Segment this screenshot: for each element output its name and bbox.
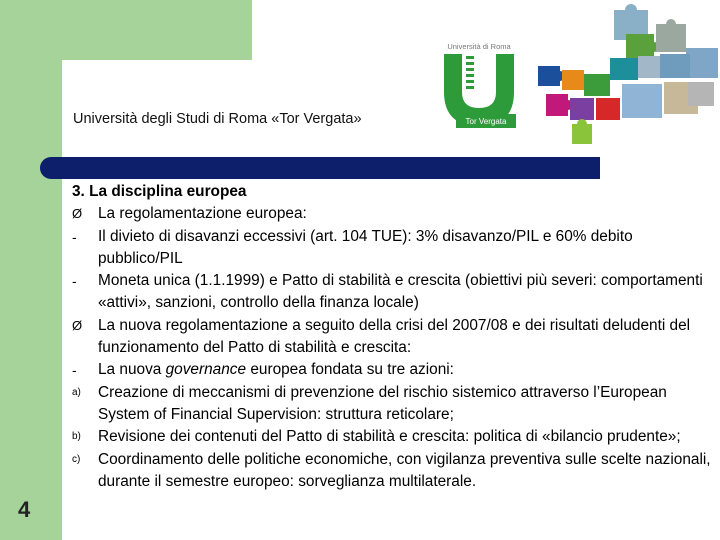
list-item-text: Moneta unica (1.1.1999) e Patto di stabilità e crescita (obiettivi più severi: comportamenti «attivi», sanzioni, controllo della finanza locale) bbox=[98, 272, 703, 312]
puzzle-piece-orange bbox=[562, 70, 584, 90]
list-item-text-start: La nuova bbox=[98, 361, 166, 379]
list-item-text: La regolamentazione europea: bbox=[98, 205, 307, 223]
list-item-text: Il divieto di disavanzi eccessivi (art. 104 TUE): 3% disavanzo/PIL e 60% debito pubblico/PIL bbox=[98, 227, 633, 267]
puzzle-piece-blue bbox=[538, 66, 565, 86]
puzzle-piece-red bbox=[596, 98, 620, 120]
puzzle-piece-photo-5 bbox=[660, 54, 690, 78]
dash-bullet: - bbox=[72, 273, 77, 290]
puzzle-piece-purple bbox=[570, 98, 594, 120]
puzzle-piece-gray bbox=[688, 82, 714, 106]
puzzle-piece-photo-4 bbox=[638, 56, 662, 78]
logo-bottom-text: Tor Vergata bbox=[465, 117, 507, 126]
slide-content bbox=[72, 181, 712, 493]
puzzle-piece-lime bbox=[572, 119, 592, 144]
left-green-band bbox=[0, 0, 62, 540]
puzzle-piece-photo-2 bbox=[656, 19, 686, 52]
puzzle-piece-teal bbox=[610, 58, 638, 80]
letter-marker: b) bbox=[72, 431, 81, 443]
list-item-text-end: europea fondata su tre azioni: bbox=[246, 361, 454, 379]
letter-marker: a) bbox=[72, 386, 81, 398]
list-item bbox=[72, 270, 712, 315]
dash-bullet: - bbox=[72, 362, 77, 379]
section-heading: 3. La disciplina europea bbox=[72, 183, 247, 200]
list-item bbox=[72, 426, 712, 448]
puzzle-piece-photo-6 bbox=[622, 84, 662, 118]
list-item bbox=[72, 359, 712, 381]
list-item-text: Revisione dei contenuti del Patto di stabilità e crescita: politica di «bilancio prudente»; bbox=[98, 428, 681, 446]
puzzle-pieces-graphic bbox=[510, 0, 720, 150]
page-number: 4 bbox=[18, 497, 31, 522]
list-item bbox=[72, 382, 712, 427]
university-title: Università degli Studi di Roma «Tor Vergata» bbox=[73, 111, 362, 127]
list-item-text: Coordinamento delle politiche economiche, con vigilanza preventiva sulle scelte nazionali, durante il semestre europeo: sorveglianza multilaterale. bbox=[98, 450, 711, 490]
list-item bbox=[72, 449, 712, 494]
dash-bullet: - bbox=[72, 228, 77, 245]
tor-vergata-logo bbox=[438, 40, 520, 130]
list-item-text: Creazione di meccanismi di prevenzione del rischio sistemico attraverso l’European System of Financial Supervision: struttura reticolare; bbox=[98, 383, 667, 423]
list-item bbox=[72, 226, 712, 271]
arrow-bullet-icon: Ø bbox=[72, 206, 83, 222]
puzzle-piece-photo-3 bbox=[686, 48, 718, 78]
arrow-bullet-icon: Ø bbox=[72, 317, 83, 333]
title-separator-bar bbox=[40, 157, 600, 179]
top-green-corner bbox=[62, 0, 252, 60]
governance-term: governance bbox=[165, 361, 247, 379]
list-item bbox=[72, 315, 712, 360]
logo-top-text: Università di Roma bbox=[447, 42, 511, 51]
list-item bbox=[72, 203, 712, 225]
puzzle-piece-green-2 bbox=[584, 74, 610, 96]
letter-marker: c) bbox=[72, 453, 81, 465]
puzzle-piece-magenta bbox=[546, 94, 573, 116]
list-item-text bbox=[98, 359, 712, 381]
list-item-text: La nuova regolamentazione a seguito della crisi del 2007/08 e dei risultati deludenti del funzionamento del Patto di stabilità e crescita: bbox=[98, 316, 691, 357]
